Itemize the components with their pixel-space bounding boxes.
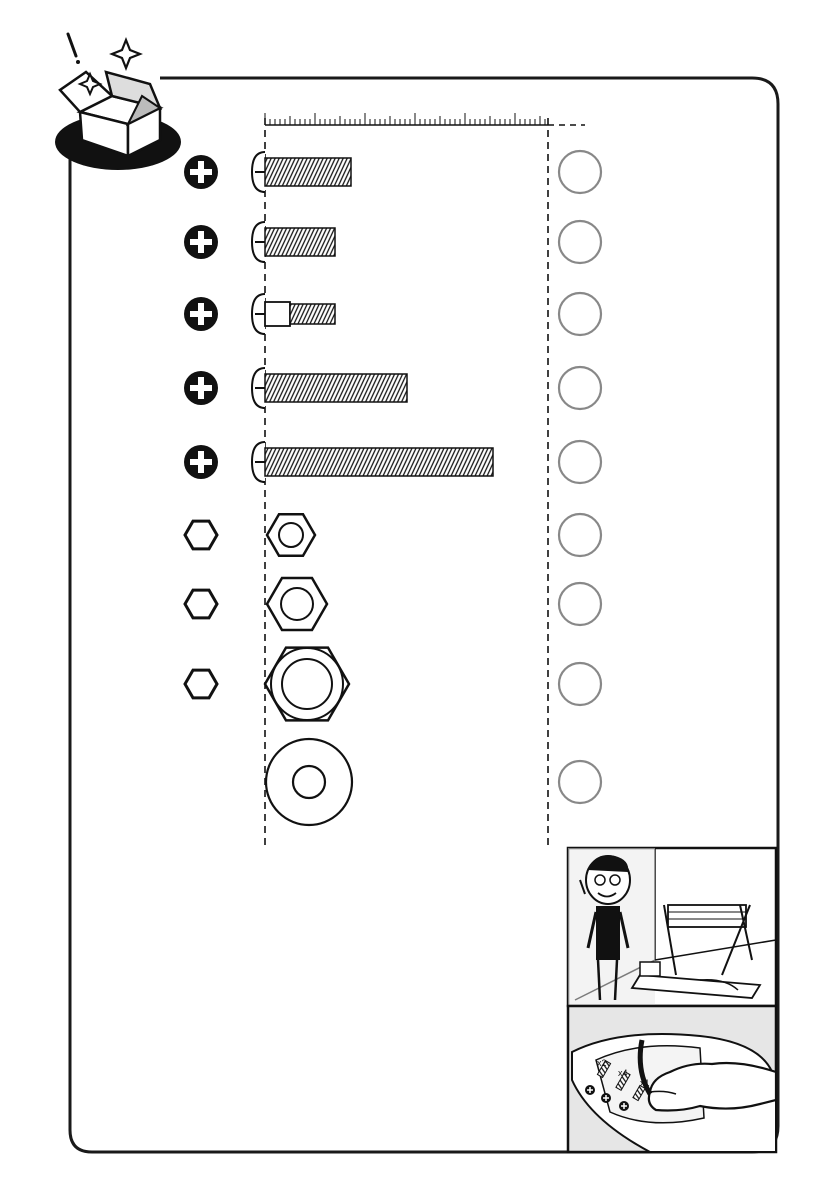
hardware-row-shoulder-screw [184, 293, 601, 335]
hardware-row-screw [184, 367, 601, 409]
hardware-row-nut [185, 578, 601, 630]
illustration-bottom [568, 1006, 776, 1152]
tray-label: x1 [640, 1078, 650, 1088]
count-circle [559, 663, 601, 705]
phillips-drive-icon [184, 371, 218, 405]
hardware-row-washer [266, 739, 601, 825]
screw-drawing [252, 442, 493, 482]
screw-drawing [252, 294, 335, 334]
hardware-row-screw [184, 441, 601, 483]
hex-nut-icon [185, 670, 217, 698]
sparkle-icon [112, 40, 140, 68]
tray-label: x4 [618, 1068, 628, 1078]
phillips-drive-icon [184, 445, 218, 479]
count-circle [559, 514, 601, 556]
illustration-top [568, 848, 776, 1006]
count-circle [559, 221, 601, 263]
hardware-list [184, 151, 601, 825]
screw-drawing [252, 368, 407, 408]
tray-label: x2 [597, 1058, 607, 1068]
hardware-row-screw [184, 221, 601, 263]
phillips-drive-icon [184, 297, 218, 331]
hardware-row-nut [185, 648, 601, 721]
measuring-ruler [265, 113, 585, 125]
hardware-row-screw [184, 151, 601, 193]
screw-drawing [252, 152, 351, 192]
count-circle [559, 441, 601, 483]
open-box-icon [55, 34, 181, 170]
phillips-drive-icon [184, 225, 218, 259]
count-circle [559, 367, 601, 409]
count-circle [559, 151, 601, 193]
screw-drawing [252, 222, 335, 262]
count-circle [559, 293, 601, 335]
phillips-drive-icon [184, 155, 218, 189]
hex-nut-icon [185, 521, 217, 549]
count-circle [559, 761, 601, 803]
hardware-row-nut [185, 514, 601, 556]
count-circle [559, 583, 601, 625]
hex-nut-icon [185, 590, 217, 618]
